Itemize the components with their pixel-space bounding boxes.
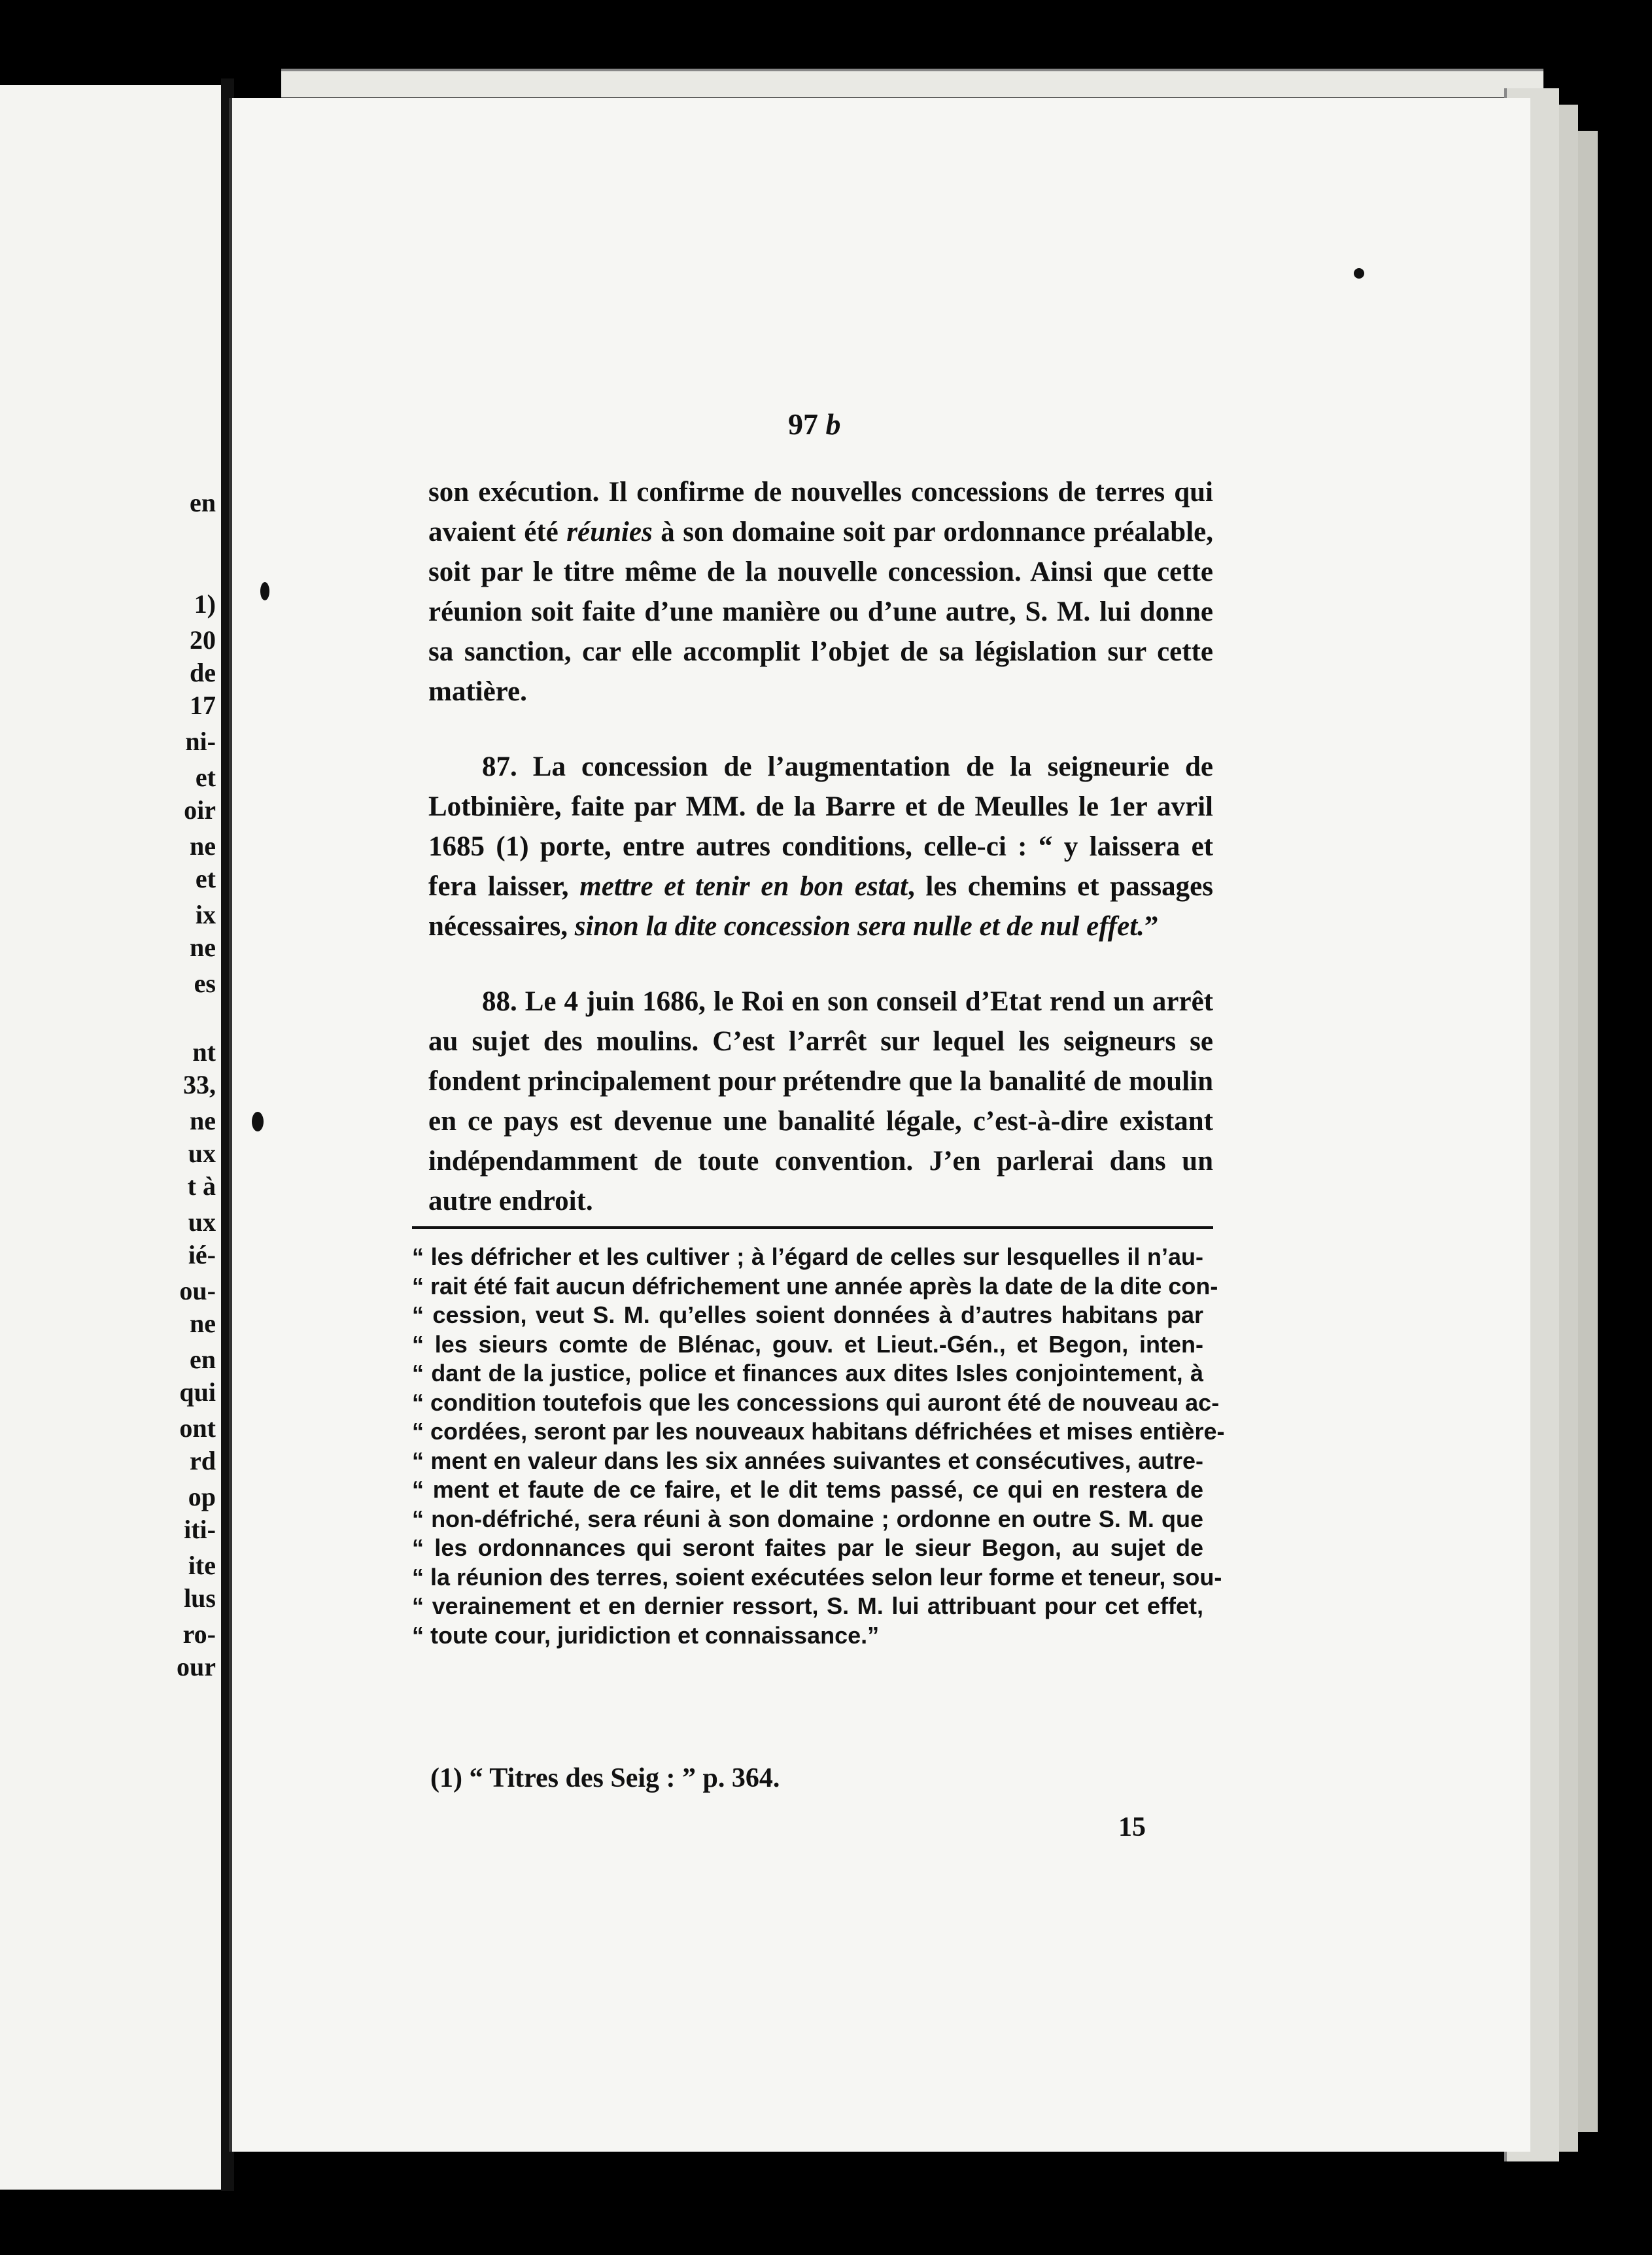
footnote-quote-line: “ la réunion des terres, soient exécutées selon leur forme et teneur, sou- [412,1563,1222,1591]
left-margin-word: ou- [179,1276,216,1305]
body-text [428,472,1213,1256]
footnote-quote-line: “ cession, veut S. M. qu’elles soient données à d’autres habitans par [412,1301,1203,1328]
footnote-quote-line: “ condition toutefois que les concessions qui auront été de nouveau ac- [412,1388,1220,1416]
page-spot [252,1112,264,1131]
left-margin-word: ux [188,1207,216,1237]
footnote-quote-line: “ ment en valeur dans les six années suivantes et consécutives, autre- [412,1447,1203,1474]
left-margin-word: ié- [188,1240,216,1269]
page-spot [1354,268,1364,279]
footnote-quote-line: “ les défricher et les cultiver ; à l’égard de celles sur lesquelles il n’au- [412,1243,1203,1270]
signature-mark: 15 [1118,1812,1146,1842]
left-margin-word: et [195,763,216,792]
p1-emphasis: réunies [566,517,653,547]
footnote-quote-line: “ les ordonnances qui seront faites par le sieur Begon, au sujet de [412,1534,1203,1561]
p2-part-a: 87. La concession de l’augmentation de la seigneurie de Lotbinière, faite par MM. de la Barre et de Meulles le 1er avril 1685 (1) porte, entre autres conditions, celle-ci : “ y laissera et fera laisser, [428,751,1213,902]
left-margin-word: 1) [194,589,216,619]
left-margin-word: es [194,969,216,998]
left-margin-word: ro- [182,1619,216,1649]
page-number [788,407,841,441]
left-margin-word: qui [179,1377,216,1407]
left-margin-word: iti- [184,1515,216,1544]
left-margin-word: ux [188,1139,216,1168]
left-margin-word: ix [195,900,216,929]
left-margin-word: en [190,488,216,517]
left-margin-word: ne [190,1106,216,1135]
footnote-quote-line: “ les sieurs comte de Blénac, gouv. et Lieut.-Gén., et Begon, inten- [412,1330,1203,1358]
left-margin-word: op [188,1482,216,1511]
left-margin-word: et [195,864,216,893]
footnote-quote-line: “ dant de la justice, police et finances aux dites Isles conjointement, à [412,1360,1203,1386]
left-margin-word: 20 [190,625,216,655]
footnote-quote-line: “ ment et faute de ce faire, et le dit tems passé, ce qui en restera de [412,1476,1203,1503]
left-margin-word: rd [190,1446,216,1475]
paragraph-87 [428,747,1213,946]
left-margin-word: en [190,1345,216,1374]
paragraph-continuation [428,472,1213,712]
footnote-quote-line: “ cordées, seront par les nouveaux habitans défrichées et mises entière- [412,1418,1225,1445]
p2-part-b: , les chemins et passages nécessaires, [428,871,1213,942]
p1-part-a: son exécution. Il confirme de nouvelles concessions de terres qui avaient été [428,477,1213,547]
page-spot [260,582,269,600]
footnote-rule [412,1226,1213,1229]
page-number-value: 97 [788,407,818,441]
footnote-quote-line: “ non-défriché, sera réuni à son domaine ; ordonne en outre S. M. que [412,1505,1203,1532]
left-margin-word: de [190,658,216,687]
paragraph-88: 88. Le 4 juin 1686, le Roi en son conseil d’Etat rend un arrêt au sujet des moulins. C’est l’arrêt sur lequel les seigneurs se fondent principalement pour prétendre que la banalité de moulin en ce pays est devenue une banalité légale, c’est-à-dire existant indépendamment de toute convention. J’en parlerai dans un autre endroit. [428,986,1213,1216]
footnote-1: (1) “ Titres des Seig : ” p. 364. [430,1763,780,1793]
left-margin-word: lus [184,1583,216,1613]
left-margin-word: oir [184,795,216,825]
left-margin-word: ne [190,831,216,861]
p2-part-c: ” [1144,911,1159,942]
page-top-edge [281,69,1543,97]
left-margin-word: ite [188,1551,216,1580]
left-margin-word: our [177,1652,216,1681]
left-margin-word: ne [190,933,216,962]
left-page-fragment [0,85,221,2190]
left-margin-word: 17 [190,691,216,720]
p1-part-b: à son domaine soit par ordonnance préalable, soit par le titre même de la nouvelle concession. Ainsi que cette réunion soit faite d’une manière ou d’une autre, S. M. lui donne sa sanction, car elle accomplit l’objet de sa législation sur cette matière. [428,517,1213,707]
page-number-suffix: b [825,407,841,441]
footnote-quote-line: “ rait été fait aucun défrichement une année après la date de la dite con- [412,1272,1218,1300]
footnote-quote-line: “ verainement et en dernier ressort, S. M. lui attribuant pour cet effet, [412,1592,1203,1619]
left-margin-word: ni- [185,727,216,756]
left-margin-word: t à [187,1171,216,1201]
left-margin-word: ont [179,1413,216,1443]
p2-emphasis-2: sinon la dite concession sera nulle et de nul effet. [574,911,1144,942]
p2-emphasis-1: mettre et tenir en bon estat [579,871,908,902]
left-margin-word: ne [190,1309,216,1338]
footnote-quote [412,1243,1225,1650]
left-margin-word: nt [192,1037,216,1067]
left-margin-word: 33, [183,1070,216,1099]
footnote-quote-line: “ toute cour, juridiction et connaissance.” [412,1621,880,1649]
